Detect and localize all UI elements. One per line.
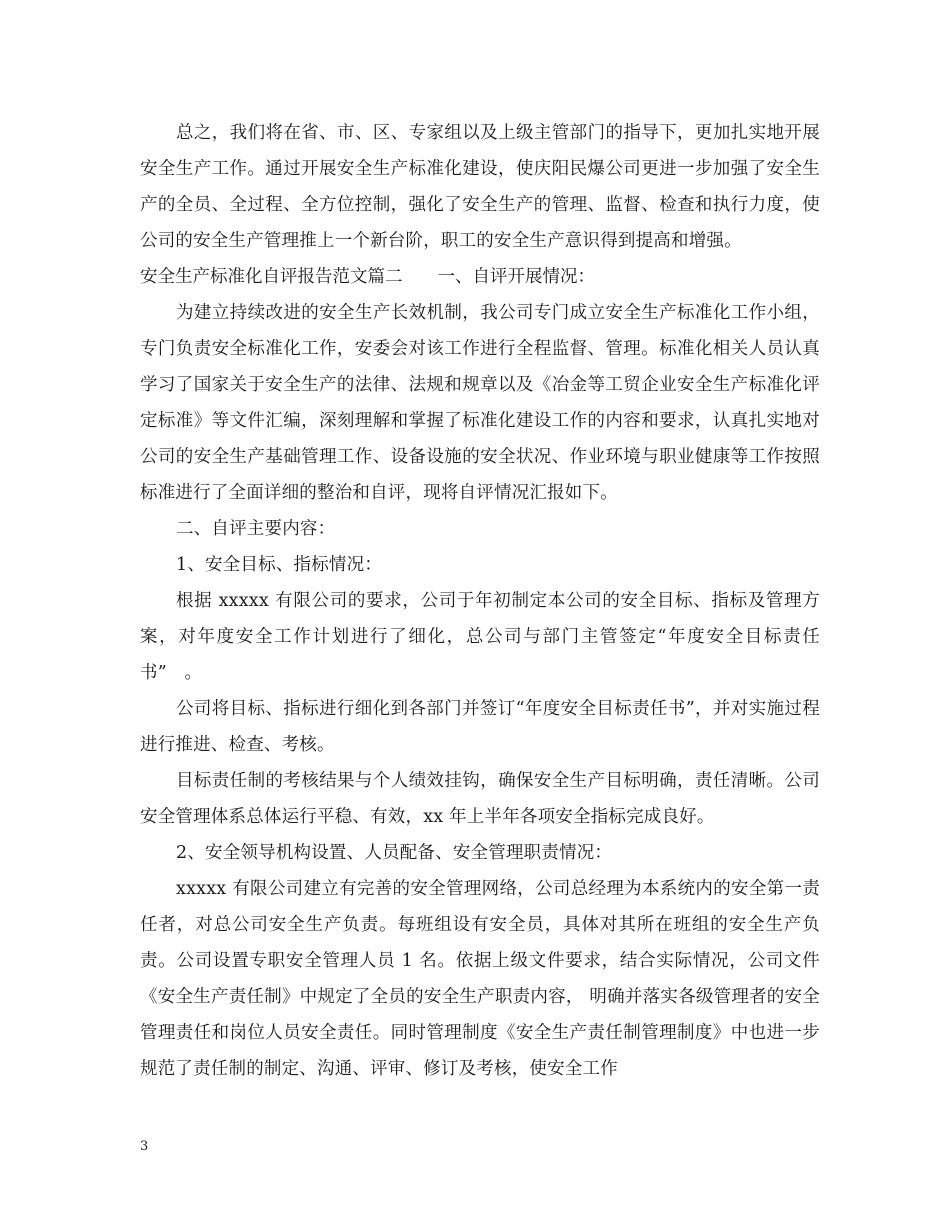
document-body bbox=[140, 115, 820, 1087]
paragraph-assessment-results: 目标责任制的考核结果与个人绩效挂钩，确保安全生产目标明确，责任清晰。公司安全管理体系总体运行平稳、有效，xx 年上半年各项安全指标完成良好。 bbox=[140, 771, 820, 827]
paragraph-self-evaluation-process: 为建立持续改进的安全生产长效机制，我公司专门成立安全生产标准化工作小组，专门负责安全标准化工作，安委会对该工作进行全程监督、管理。标准化相关人员认真学习了国家关于安全生产的法律、法规和规章以及《冶金等工贸企业安全生产标准化评定标准》等文件汇编，深刻理解和掌握了标准化建设工作的内容和要求，认真扎实地对公司的安全生产基础管理工作、设备设施的安全状况、作业环境与职业健康等工作按照标准进行了全面详细的整治和自评，现将自评情况汇报如下。 bbox=[140, 303, 820, 503]
paragraph-target-breakdown: 公司将目标、指标进行细化到各部门并签订“年度安全目标责任书”，并对实施过程进行推进、检查、考核。 bbox=[140, 699, 820, 755]
section-heading-main-content: 二、自评主要内容： bbox=[176, 519, 336, 539]
paragraph-safety-management-network: xxxxx 有限公司建立有完善的安全管理网络，公司总经理为本系统内的安全第一责任者，对总公司安全生产负责。每班组设有安全员，具体对其所在班组的安全生产负责。公司设置专职安全管理人员 1 名。依据上级文件要求，结合实际情况，公司文件《安全生产责任制》中规定了全员的安全生产职责内容， 明确并落实各级管理者的安全管理责任和岗位人员安全责任。同时管理制度《安全生产责任制管理制度》中也进一步规范了责任制的制定、沟通、评审、修订及考核，使安全工作 bbox=[140, 879, 820, 1079]
subheading-safety-targets: 1、安全目标、指标情况： bbox=[176, 555, 383, 575]
paragraph-safety-targets: 根据 xxxxx 有限公司的要求，公司于年初制定本公司的安全目标、指标及管理方案，对年度安全工作计划进行了细化，总公司与部门主管签定“年度安全目标责任书” 。 bbox=[140, 591, 820, 683]
subheading-safety-leadership: 2、安全领导机构设置、人员配备、安全管理职责情况： bbox=[176, 843, 613, 863]
paragraph-summary: 总之，我们将在省、市、区、专家组以及上级主管部门的指导下，更加扎实地开展安全生产工作。通过开展安全生产标准化建设，使庆阳民爆公司更进一步加强了安全生产的全员、全过程、全方位控制，强化了安全生产的管理、监督、检查和执行力度，使公司的安全生产管理推上一个新台阶，职工的安全生产意识得到提高和增强。 bbox=[140, 123, 820, 251]
page-number: 3 bbox=[140, 1139, 149, 1154]
section-heading-self-evaluation: 安全生产标准化自评报告范文篇二 一、自评开展情况： bbox=[140, 267, 595, 287]
